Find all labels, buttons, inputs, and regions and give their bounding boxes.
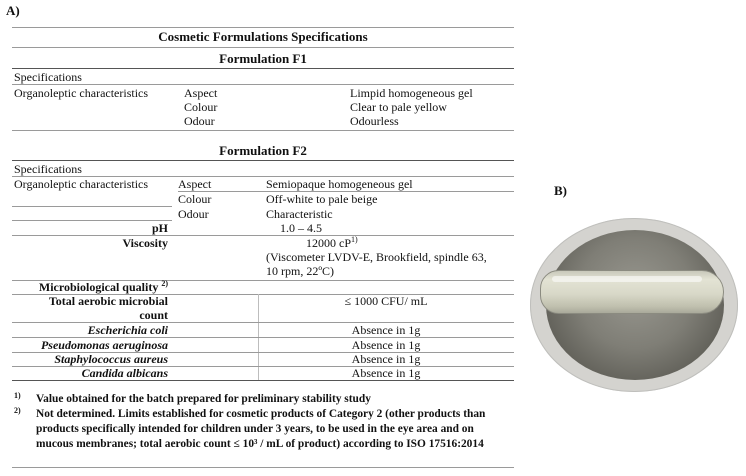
f2-aspect-value: Semiopaque homogeneous gel xyxy=(266,177,413,191)
f2-viscosity-note-2: 10 rpm, 22ºC) xyxy=(266,264,335,278)
organism-value: Absence in 1g xyxy=(351,366,421,380)
f2-organoleptic-label: Organoleptic characteristics xyxy=(14,177,149,191)
rule-bottom xyxy=(12,380,514,381)
footnote-text: Not determined. Limits established for cosmetic products of Category 2 (other products than products specifically intended for children under 3 years, to be used in the eye area and on mucous membranes; total aerobic count ≤ 10³ / mL of product) according to ISO 17516:2014 xyxy=(36,408,486,450)
organism-name: Staphylococcus aureus xyxy=(54,352,168,366)
f1-odour-label: Odour xyxy=(184,114,215,128)
f2-micro-label xyxy=(12,280,168,294)
organism-value: Absence in 1g xyxy=(351,352,421,366)
f2-viscosity-note-1: (Viscometer LVDV-E, Brookfield, spindle 63, xyxy=(266,250,487,264)
f2-odour-value: Characteristic xyxy=(266,207,333,221)
tube-highlight xyxy=(552,276,702,282)
table-title: Cosmetic Formulations Specifications xyxy=(158,29,368,44)
f2-specifications-label: Specifications xyxy=(14,162,82,176)
viscosity-footnote-mark: 1) xyxy=(351,235,358,244)
rule xyxy=(12,467,514,468)
f2-odour-label: Odour xyxy=(178,207,209,221)
f2-ph-label: pH xyxy=(151,221,168,235)
micro-text: Microbiological quality xyxy=(38,280,159,294)
organism-value: Absence in 1g xyxy=(351,338,421,352)
f2-colour-value: Off-white to pale beige xyxy=(266,192,378,206)
f2-aspect-label: Aspect xyxy=(178,177,212,191)
panel-b-label: B) xyxy=(554,183,567,198)
viscosity-number: 12000 cP xyxy=(306,236,351,250)
f1-colour-label: Colour xyxy=(184,100,218,114)
f2-tamc-label-1: Total aerobic microbial xyxy=(48,294,168,308)
f1-aspect-label: Aspect xyxy=(184,86,218,100)
organism-value: Absence in 1g xyxy=(351,323,421,337)
footnote-mark: 1) xyxy=(14,391,21,400)
f2-viscosity-value xyxy=(306,236,358,250)
f2-tamc-value: ≤ 1000 CFU/ mL xyxy=(344,294,428,308)
rule xyxy=(12,68,514,69)
rule xyxy=(12,84,514,85)
rule-top xyxy=(12,27,514,28)
panel-a-label: A) xyxy=(6,3,20,18)
rule xyxy=(12,47,514,48)
footnote-mark: 2) xyxy=(14,406,21,415)
organism-name: Pseudomonas aeruginosa xyxy=(40,338,168,352)
micro-footnote-mark: 2) xyxy=(161,279,168,288)
f1-odour-value: Odourless xyxy=(350,114,399,128)
f2-colour-label: Colour xyxy=(178,192,212,206)
rule xyxy=(12,206,172,207)
f1-heading: Formulation F1 xyxy=(219,51,307,66)
rule xyxy=(12,130,514,131)
f2-ph-value: 1.0 – 4.5 xyxy=(280,221,322,235)
f2-tamc-label-2: count xyxy=(139,308,168,322)
rule xyxy=(12,160,514,161)
f1-aspect-value: Limpid homogeneous gel xyxy=(350,86,473,100)
f2-viscosity-label: Viscosity xyxy=(122,236,168,250)
f1-organoleptic-label: Organoleptic characteristics xyxy=(14,86,149,100)
organism-name: Candida albicans xyxy=(81,366,168,380)
f1-colour-value: Clear to pale yellow xyxy=(350,100,447,114)
footnote-text: Value obtained for the batch prepared for preliminary stability study xyxy=(36,393,371,405)
organism-name: Escherichia coli xyxy=(87,323,168,337)
f1-specifications-label: Specifications xyxy=(14,70,82,84)
f2-heading: Formulation F2 xyxy=(219,143,307,158)
